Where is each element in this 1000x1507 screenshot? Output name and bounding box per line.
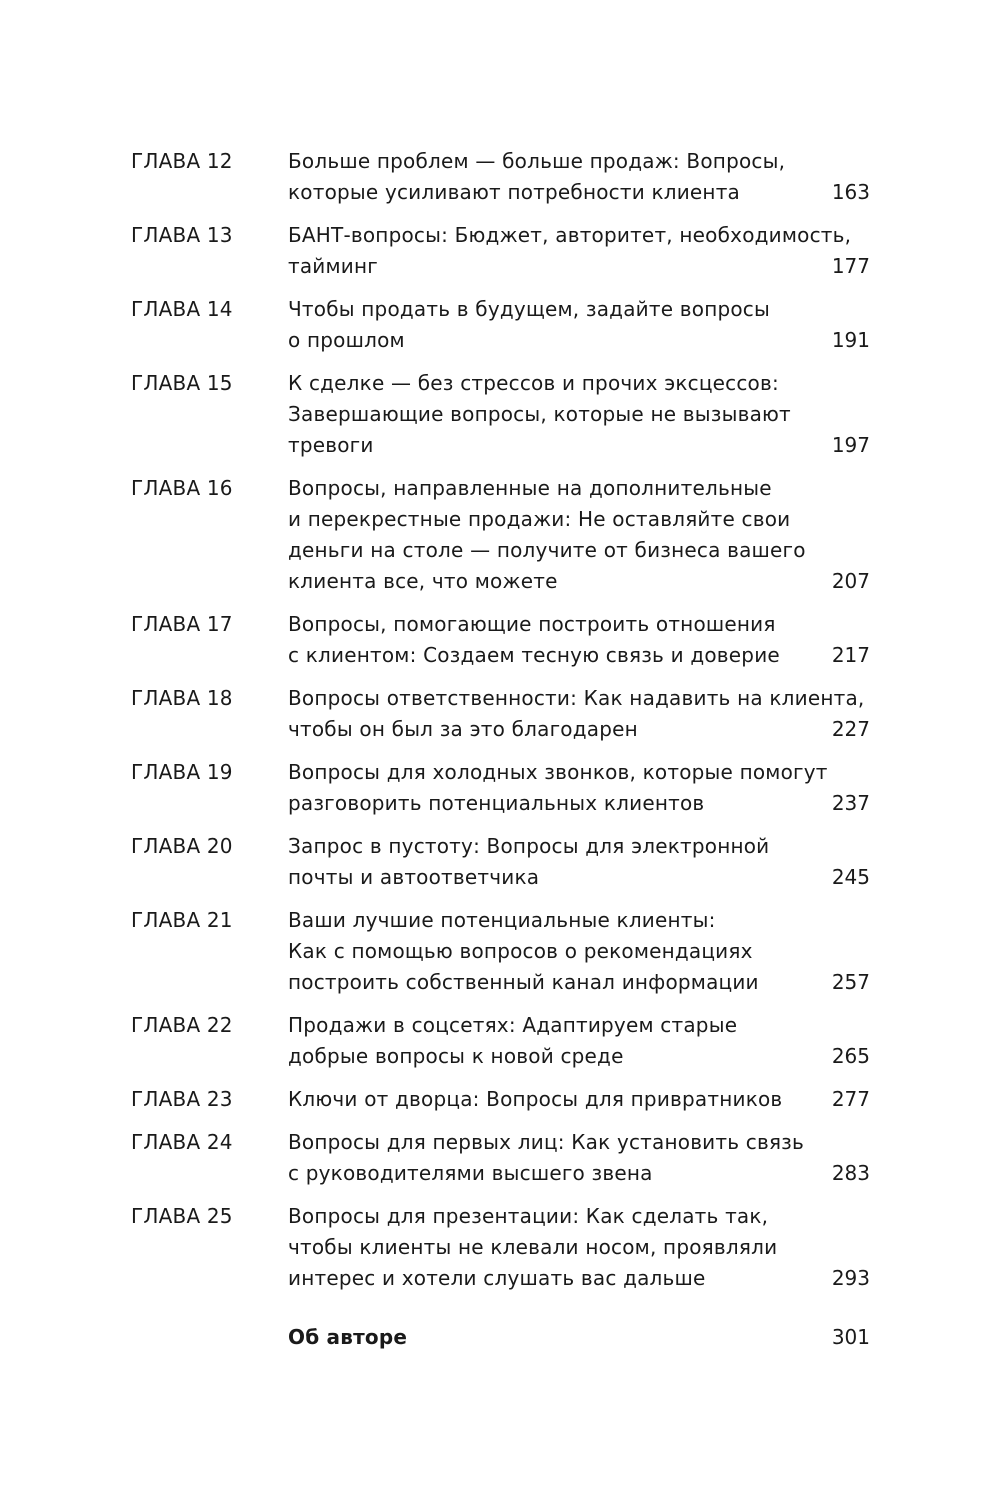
- title-line: Ключи от дворца: Вопросы для привратников: [288, 1087, 783, 1111]
- page-number: 237: [831, 791, 870, 815]
- chapter-number: ГЛАВА 16: [131, 476, 233, 500]
- chapter-title: [288, 146, 788, 208]
- page-number: 217: [831, 643, 870, 667]
- title-line: почты и автоответчика: [288, 865, 540, 889]
- toc-entry[interactable]: [0, 473, 1000, 597]
- chapter-number: ГЛАВА 19: [131, 760, 233, 784]
- toc-entry-about-author[interactable]: [0, 1322, 1000, 1353]
- toc-entry[interactable]: [0, 1010, 1000, 1072]
- page-number: 301: [831, 1325, 870, 1349]
- chapter-number: ГЛАВА 22: [131, 1013, 233, 1037]
- title-line: которые усиливают потребности клиента: [288, 180, 741, 204]
- title-line: интерес и хотели слушать вас дальше: [288, 1266, 706, 1290]
- title-line: Вопросы, направленные на дополнительные: [288, 476, 772, 500]
- page-number: 283: [831, 1161, 870, 1185]
- title-line: БАНТ-вопросы: Бюджет, авторитет, необходимость,: [288, 223, 852, 247]
- chapter-title: [288, 368, 791, 461]
- chapter-title: [288, 473, 806, 597]
- title-line: тревоги: [288, 433, 374, 457]
- title-line: с клиентом: Создаем тесную связь и доверие: [288, 643, 780, 667]
- about-author-title: [288, 1322, 788, 1353]
- chapter-title: [288, 1201, 788, 1294]
- chapter-title: [288, 1127, 805, 1189]
- title-line: построить собственный канал информации: [288, 970, 759, 994]
- title-line: Больше проблем — больше продаж: Вопросы,: [288, 149, 786, 173]
- toc-entry[interactable]: [0, 905, 1000, 998]
- toc-entry[interactable]: [0, 1201, 1000, 1294]
- chapter-number: ГЛАВА 18: [131, 686, 233, 710]
- title-line: Вопросы для холодных звонков, которые помогут: [288, 760, 828, 784]
- page-number: 265: [831, 1044, 870, 1068]
- page-number: 293: [831, 1266, 870, 1290]
- title-line: добрые вопросы к новой среде: [288, 1044, 624, 1068]
- toc-entry[interactable]: [0, 683, 1000, 745]
- title-line: чтобы клиенты не клевали носом, проявляли: [288, 1235, 778, 1259]
- page-number: 227: [831, 717, 870, 741]
- page-number: 197: [831, 433, 870, 457]
- chapter-title: [288, 1010, 788, 1072]
- title-line: Чтобы продать в будущем, задайте вопросы: [288, 297, 770, 321]
- title-line: о прошлом: [288, 328, 405, 352]
- chapter-number: ГЛАВА 20: [131, 834, 233, 858]
- chapter-number: ГЛАВА 15: [131, 371, 233, 395]
- title-line: Вопросы для первых лиц: Как установить связь: [288, 1130, 805, 1154]
- page-number: 191: [831, 328, 870, 352]
- page-number: 245: [831, 865, 870, 889]
- title-line: Завершающие вопросы, которые не вызывают: [288, 402, 791, 426]
- title-line: и перекрестные продажи: Не оставляйте свои: [288, 507, 791, 531]
- chapter-number: ГЛАВА 14: [131, 297, 233, 321]
- chapter-title: [288, 1084, 788, 1115]
- chapter-title: [288, 609, 788, 671]
- page-number: 177: [831, 254, 870, 278]
- title-line: К сделке — без стрессов и прочих эксцессов:: [288, 371, 779, 395]
- title-line: Ваши лучшие потенциальные клиенты:: [288, 908, 716, 932]
- toc-entry[interactable]: [0, 368, 1000, 461]
- toc-entry[interactable]: [0, 294, 1000, 356]
- table-of-contents: [0, 146, 1000, 1365]
- chapter-number: ГЛАВА 13: [131, 223, 233, 247]
- chapter-number: ГЛАВА 24: [131, 1130, 233, 1154]
- chapter-title: [288, 294, 788, 356]
- chapter-number: ГЛАВА 23: [131, 1087, 233, 1111]
- title-line: с руководителями высшего звена: [288, 1161, 653, 1185]
- title-line: тайминг: [288, 254, 378, 278]
- chapter-title: [288, 757, 828, 819]
- title-line: Вопросы ответственности: Как надавить на клиента,: [288, 686, 865, 710]
- title-line: деньги на столе — получите от бизнеса вашего: [288, 538, 806, 562]
- title-line: Об авторе: [288, 1325, 408, 1349]
- title-line: чтобы он был за это благодарен: [288, 717, 638, 741]
- chapter-number: ГЛАВА 17: [131, 612, 233, 636]
- chapter-number: ГЛАВА 12: [131, 149, 233, 173]
- chapter-number: ГЛАВА 25: [131, 1204, 233, 1228]
- toc-entry[interactable]: [0, 1084, 1000, 1115]
- chapter-number: ГЛАВА 21: [131, 908, 233, 932]
- title-line: Запрос в пустоту: Вопросы для электронной: [288, 834, 770, 858]
- title-line: Продажи в соцсетях: Адаптируем старые: [288, 1013, 738, 1037]
- title-line: разговорить потенциальных клиентов: [288, 791, 705, 815]
- toc-entry[interactable]: [0, 831, 1000, 893]
- title-line: клиента все, что можете: [288, 569, 558, 593]
- chapter-title: [288, 905, 788, 998]
- title-line: Вопросы для презентации: Как сделать так,: [288, 1204, 769, 1228]
- title-line: Как с помощью вопросов о рекомендациях: [288, 939, 753, 963]
- toc-entry[interactable]: [0, 1127, 1000, 1189]
- toc-entry[interactable]: [0, 220, 1000, 282]
- page-number: 257: [831, 970, 870, 994]
- page-number: 163: [831, 180, 870, 204]
- chapter-title: [288, 831, 788, 893]
- toc-entry[interactable]: [0, 757, 1000, 819]
- toc-entry[interactable]: [0, 609, 1000, 671]
- title-line: Вопросы, помогающие построить отношения: [288, 612, 776, 636]
- page-number: 207: [831, 569, 870, 593]
- toc-entry[interactable]: [0, 146, 1000, 208]
- page-number: 277: [831, 1087, 870, 1111]
